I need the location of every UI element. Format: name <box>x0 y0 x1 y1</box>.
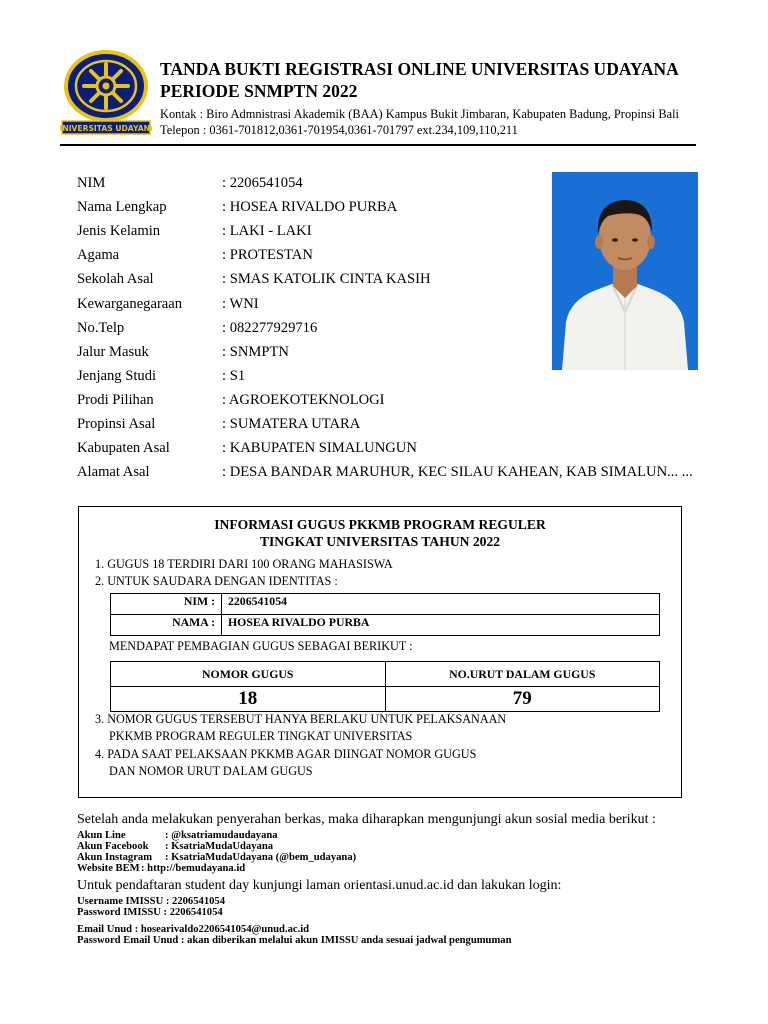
mendapat-text: MENDAPAT PEMBAGIAN GUGUS SEBAGAI BERIKUT : <box>109 639 413 653</box>
field-label: Prodi Pilihan <box>77 392 154 408</box>
nama-value: HOSEA RIVALDO PURBA <box>222 615 660 636</box>
field-value: : SMAS KATOLIK CINTA KASIH <box>222 271 431 287</box>
username-imissu: Username IMISSU : 2206541054 <box>77 896 226 907</box>
social-instagram <box>77 852 356 864</box>
field-label: Agama <box>77 247 120 263</box>
field-label: Jalur Masuk <box>77 344 149 360</box>
nim-value: 2206541054 <box>222 594 660 615</box>
info-item-3a: 3. NOMOR GUGUS TERSEBUT HANYA BERLAKU UNTUK PELAKSANAAN <box>95 712 507 726</box>
field-label: Alamat Asal <box>77 464 150 480</box>
col-no-urut: NO.URUT DALAM GUGUS <box>385 662 660 687</box>
field-value: : 2206541054 <box>222 175 303 191</box>
field-value: : S1 <box>222 368 246 384</box>
social-intro: Setelah anda melakukan penyerahan berkas, maka diharapkan mengunjungi akun sosial media berikut : <box>77 812 656 827</box>
table-row <box>111 687 660 712</box>
field-label: NIM <box>77 175 106 191</box>
header-divider <box>60 144 696 146</box>
field-label: Propinsi Asal <box>77 416 156 432</box>
info-item-4a: 4. PADA SAAT PELAKSAAN PKKMB AGAR DIINGAT NOMOR GUGUS <box>95 747 477 761</box>
gugus-info-box <box>78 506 682 798</box>
document-title <box>160 58 679 102</box>
nama-label: NAMA : <box>111 615 222 636</box>
table-row <box>111 615 660 636</box>
field-value: : PROTESTAN <box>222 247 313 263</box>
field-value: : SNMPTN <box>222 344 289 360</box>
facebook-value: : KsatriaMudaUdayana <box>165 841 274 852</box>
info-item-1: 1. GUGUS 18 TERDIRI DARI 100 ORANG MAHASISWA <box>95 557 393 571</box>
email-unud: Email Unud : hosearivaldo2206541054@unud.ac.id <box>77 924 310 935</box>
email-password: Password Email Unud : akan diberikan melalui akun IMISSU anda sesuai jadwal pengumuman <box>77 935 512 946</box>
gugus-number: 18 <box>111 687 386 712</box>
identity-table <box>110 593 660 636</box>
line-label: Akun Line <box>77 830 126 841</box>
field-value: : HOSEA RIVALDO PURBA <box>222 199 398 215</box>
contact-info <box>160 106 679 138</box>
info-title-line-1: INFORMASI GUGUS PKKMB PROGRAM REGULER <box>214 517 546 532</box>
nim-label: NIM : <box>111 594 222 615</box>
facebook-label: Akun Facebook <box>77 841 149 852</box>
field-value: : SUMATERA UTARA <box>222 416 361 432</box>
university-logo <box>60 50 152 136</box>
field-label: Sekolah Asal <box>77 271 154 287</box>
password-imissu: Password IMISSU : 2206541054 <box>77 907 223 918</box>
social-line <box>77 830 278 842</box>
contact-address: Kontak : Biro Admnistrasi Akademik (BAA) Kampus Bukit Jimbaran, Kabupaten Badung, Propinsi Bali <box>160 107 679 121</box>
urut-number: 79 <box>385 687 660 712</box>
contact-phone: Telepon : 0361-701812,0361-701954,0361-701797 ext.234,109,110,211 <box>160 123 518 137</box>
field-label: Nama Lengkap <box>77 199 167 215</box>
field-value: : WNI <box>222 296 259 312</box>
field-label: No.Telp <box>77 320 125 336</box>
field-value: : 082277929716 <box>222 320 318 336</box>
field-label: Jenis Kelamin <box>77 223 161 239</box>
info-item-4b: DAN NOMOR URUT DALAM GUGUS <box>109 764 313 778</box>
field-value: : AGROEKOTEKNOLOGI <box>222 392 385 408</box>
gugus-table <box>110 661 660 712</box>
instagram-label: Akun Instagram <box>77 852 153 863</box>
field-label: Kewarganegaraan <box>77 296 183 312</box>
instagram-value: : KsatriaMudaUdayana (@bem_udayana) <box>165 852 357 863</box>
social-website <box>77 863 245 875</box>
website-value: : http://bemudayana.id <box>141 863 246 874</box>
col-nomor-gugus: NOMOR GUGUS <box>111 662 386 687</box>
website-label: Website BEM <box>77 863 140 874</box>
field-value: : DESA BANDAR MARUHUR, KEC SILAU KAHEAN, KAB SIMALUN... ... <box>222 464 693 480</box>
table-row <box>111 662 660 687</box>
student-day-text: Untuk pendaftaran student day kunjungi laman orientasi.unud.ac.id dan lakukan login: <box>77 878 562 893</box>
info-item-3b: PKKMB PROGRAM REGULER TINGKAT UNIVERSITAS <box>109 729 413 743</box>
title-line-1: TANDA BUKTI REGISTRASI ONLINE UNIVERSITAS UDAYANA <box>160 59 679 79</box>
line-value: : @ksatriamudaudayana <box>165 830 278 841</box>
table-row <box>111 594 660 615</box>
info-title-line-2: TINGKAT UNIVERSITAS TAHUN 2022 <box>259 534 501 549</box>
title-line-2: PERIODE SNMPTN 2022 <box>160 81 358 101</box>
field-value: : KABUPATEN SIMALUNGUN <box>222 440 417 456</box>
logo-text: UNIVERSITAS UDAYANA <box>60 124 152 133</box>
social-facebook <box>77 841 273 853</box>
info-item-2: 2. UNTUK SAUDARA DENGAN IDENTITAS : <box>95 574 338 588</box>
field-label: Kabupaten Asal <box>77 440 170 456</box>
student-photo <box>552 172 698 370</box>
field-label: Jenjang Studi <box>77 368 157 384</box>
field-value: : LAKI - LAKI <box>222 223 312 239</box>
